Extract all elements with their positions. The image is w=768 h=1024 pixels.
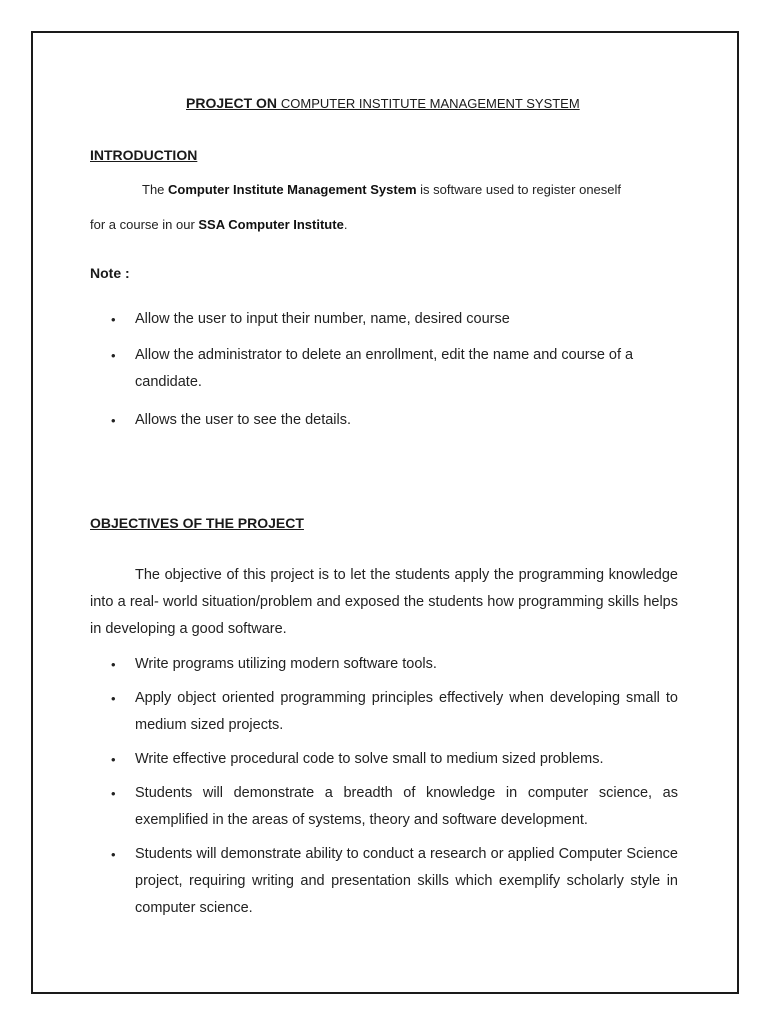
objectives-list — [90, 651, 678, 922]
intro-p1-post: is software used to register oneself — [416, 182, 622, 197]
list-item-text: Allows the user to see the details. — [135, 412, 352, 428]
title-rest-part: COMPUTER INSTITUTE MANAGEMENT SYSTEM — [280, 96, 580, 111]
list-item-text: Students will demonstrate a breadth of knowledge in computer science, as exemplified in the areas of systems, theory and software development. — [135, 785, 678, 828]
intro-p2-post: . — [343, 217, 348, 232]
list-item — [90, 746, 678, 773]
intro-p1-pre: The — [142, 182, 169, 197]
list-item-text: Write programs utilizing modern software tools. — [135, 656, 437, 672]
list-item — [90, 651, 678, 678]
list-item — [90, 685, 678, 739]
note-list — [90, 306, 678, 434]
note-label: Note : — [90, 265, 130, 281]
list-item — [90, 780, 678, 834]
intro-p1-bold: Computer Institute Management System — [168, 182, 417, 197]
intro-p2-bold: SSA Computer Institute — [198, 217, 344, 232]
bullet-icon: • — [111, 657, 116, 672]
bullet-icon: • — [111, 312, 116, 327]
list-item-text: Students will demonstrate ability to conduct a research or applied Computer Science project, requiring writing and presentation skills which exemplify scholarly style in computer science. — [135, 846, 678, 916]
bullet-icon: • — [111, 348, 116, 363]
list-item — [90, 841, 678, 922]
objectives-paragraph: The objective of this project is to let the students apply the programming knowledge into a real- world situation/problem and exposed the students how programming skills helps in developing a good software. — [90, 567, 678, 637]
bullet-icon: • — [111, 847, 116, 862]
list-item — [90, 407, 678, 434]
title-bold-part: PROJECT ON — [186, 95, 278, 111]
list-item-text: Allow the administrator to delete an enrollment, edit the name and course of a candidate. — [135, 347, 634, 390]
list-item — [90, 342, 678, 396]
list-item-text: Apply object oriented programming principles effectively when developing small to medium sized projects. — [135, 690, 678, 733]
objectives-heading: OBJECTIVES OF THE PROJECT — [90, 515, 304, 531]
intro-p2-pre: for a course in our — [90, 217, 199, 232]
list-item-text: Allow the user to input their number, name, desired course — [135, 311, 510, 327]
bullet-icon: • — [111, 413, 116, 428]
introduction-heading: INTRODUCTION — [90, 147, 198, 163]
introduction-paragraph-line-2 — [90, 216, 678, 234]
list-item — [90, 306, 678, 333]
bullet-icon: • — [111, 752, 116, 767]
introduction-paragraph-line-1 — [90, 181, 678, 199]
bullet-icon: • — [111, 786, 116, 801]
list-item-text: Write effective procedural code to solve small to medium sized problems. — [135, 751, 604, 767]
bullet-icon: • — [111, 691, 116, 706]
document-title — [186, 94, 580, 113]
